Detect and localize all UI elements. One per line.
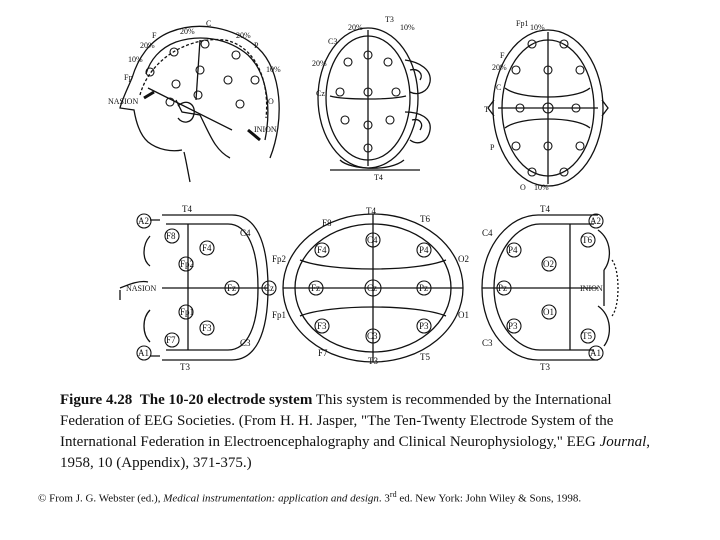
label-t: T (484, 105, 489, 114)
label-fp2: Fp2 (180, 259, 195, 269)
label-t3: T3 (540, 362, 550, 372)
caption-journal: Journal (599, 434, 647, 450)
label-pct: 20% (312, 59, 327, 68)
caption-text: This system is recommended by the International Federation of EEG Societies. (From H. H. Jasper, "The Ten-Twenty Electrode System of the International Federation in Electroencephalography and Clinical Neurophysiology," EEG (60, 392, 614, 450)
label-t4: T4 (366, 206, 376, 216)
label-o2: O2 (458, 254, 469, 264)
electrode (512, 66, 520, 74)
credit-middle: . 3 (378, 492, 390, 505)
label-t5: T5 (582, 331, 592, 341)
label-nasion: NASION (108, 97, 139, 106)
label-fp2: Fp2 (272, 254, 287, 264)
label-fp1: Fp1 (180, 307, 195, 317)
label-c3: C3 (482, 338, 493, 348)
electrode (392, 88, 400, 96)
label-fp1: Fp1 (516, 19, 529, 28)
label-c: C (496, 83, 502, 92)
credit-suffix: ed. New York: John Wiley & Sons, 1998. (396, 492, 582, 505)
label-o: O (520, 183, 526, 192)
label-fp: Fp (124, 73, 133, 82)
electrode (251, 76, 259, 84)
label-p3: P3 (508, 321, 518, 331)
figure-caption (60, 390, 670, 474)
label-cz: Cz (264, 283, 274, 293)
label-cz: Cz (367, 283, 377, 293)
label-a2: A2 (138, 216, 149, 226)
label-f: F (500, 51, 505, 60)
left-view-electrodes (137, 214, 276, 360)
label-o2: O2 (543, 259, 554, 269)
label-f4: F4 (317, 245, 327, 255)
front-view-head (318, 28, 430, 170)
label-pct: 20% (180, 27, 195, 36)
label-c3: C3 (328, 37, 338, 46)
label-p: P (490, 143, 495, 152)
label-f4: F4 (202, 243, 212, 253)
label-pct: 10% (128, 55, 143, 64)
label-c3: C3 (240, 338, 251, 348)
label-t6: T6 (420, 214, 430, 224)
label-f7: F7 (318, 348, 328, 358)
label-t4: T4 (374, 173, 383, 182)
label-t5: T5 (420, 352, 430, 362)
label-p3: P3 (419, 321, 429, 331)
label-a2: A2 (590, 216, 601, 226)
label-t6: T6 (582, 235, 592, 245)
electrode (341, 116, 349, 124)
electrode (384, 58, 392, 66)
label-pct: 20% (236, 31, 251, 40)
electrode (196, 66, 204, 74)
label-t3: T3 (368, 356, 378, 366)
electrode (576, 142, 584, 150)
label-f3: F3 (202, 323, 212, 333)
label-inion: INION (254, 125, 277, 134)
label-pct: 10% (534, 183, 549, 192)
label-f8: F8 (166, 231, 176, 241)
label-a1: A1 (590, 348, 601, 358)
label-fz: Fz (227, 283, 236, 293)
credit-book-title: Medical instrumentation: application and design (163, 492, 379, 505)
electrode (512, 142, 520, 150)
label-t4: T4 (540, 204, 550, 214)
credit-prefix: © From J. G. Webster (ed.), (38, 492, 164, 505)
label-o1: O1 (458, 310, 469, 320)
figure-title: The 10-20 electrode system (139, 392, 313, 408)
label-pct: 10% (530, 23, 545, 32)
label-fz: Fz (311, 283, 320, 293)
label-p: P (254, 41, 259, 50)
label-c4: C4 (240, 228, 251, 238)
label-t3: T3 (385, 15, 394, 24)
electrode (172, 80, 180, 88)
label-c4: C4 (482, 228, 493, 238)
label-f: F (152, 31, 157, 40)
electrode (386, 116, 394, 124)
label-inion: INION (580, 284, 603, 293)
label-c3: C3 (367, 331, 378, 341)
label-fp1: Fp1 (272, 310, 287, 320)
electrode (201, 40, 209, 48)
electrode (344, 58, 352, 66)
label-nasion: NASION (126, 284, 157, 293)
figure-number: Figure 4.28 (60, 392, 133, 408)
electrode (336, 88, 344, 96)
label-cz: Cz (316, 89, 325, 98)
source-credit (38, 490, 708, 505)
credit-superscript: rd (389, 490, 397, 499)
label-o: O (268, 97, 274, 106)
label-f3: F3 (317, 321, 327, 331)
label-c4: C4 (367, 235, 378, 245)
caption-text-end: , 1958, 10 (Appendix), 371-375.) (60, 434, 650, 471)
electrode (576, 66, 584, 74)
label-pct: 10% (400, 23, 415, 32)
label-pct: 20% (140, 41, 155, 50)
label-o1: O1 (543, 307, 554, 317)
label-p4: P4 (419, 245, 429, 255)
label-a1: A1 (138, 348, 149, 358)
electrode (194, 91, 202, 99)
label-f8: F8 (322, 218, 332, 228)
label-p4: P4 (508, 245, 518, 255)
label-t3: T3 (180, 362, 190, 372)
label-pct: 20% (492, 63, 507, 72)
electrode (232, 51, 240, 59)
label-pct: 20% (348, 23, 363, 32)
electrode (236, 100, 244, 108)
label-pz: Pz (419, 283, 428, 293)
label-f7: F7 (166, 335, 176, 345)
label-t4: T4 (182, 204, 192, 214)
label-pct: 10% (266, 65, 281, 74)
label-pz: Pz (498, 283, 507, 293)
label-c: C (206, 19, 212, 28)
electrode (224, 76, 232, 84)
top-view-head (488, 30, 608, 186)
